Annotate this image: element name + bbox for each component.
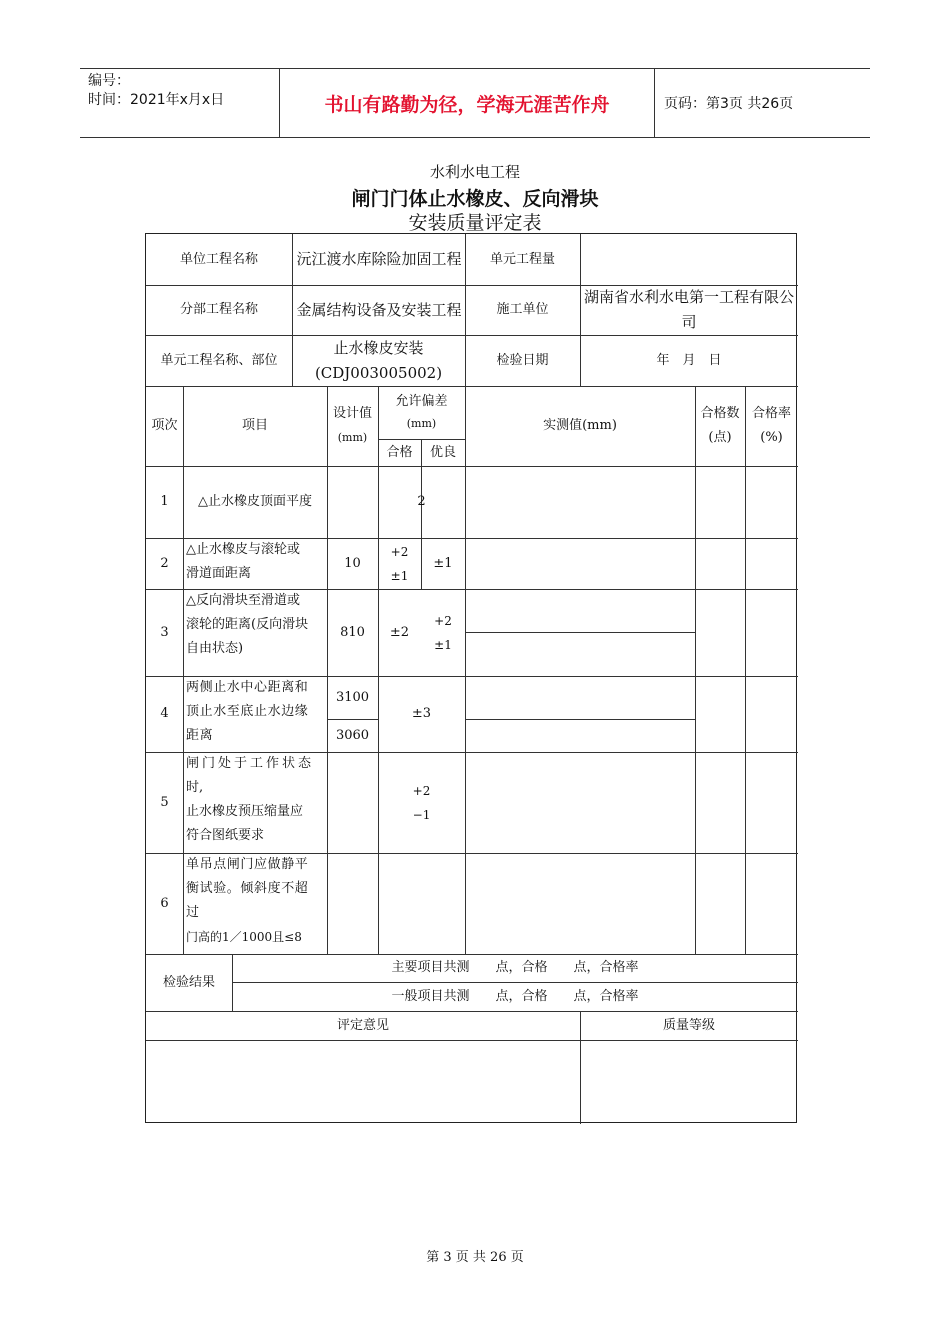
header-meta [80, 69, 280, 137]
col-no: 项次 [151, 418, 178, 433]
element-code: (CDJ003005002) [314, 363, 443, 382]
row-5-tol-upper: +2 [412, 783, 431, 798]
row-2-tol-pass [378, 538, 421, 589]
page-header [80, 68, 870, 138]
row-2-design: 10 [344, 555, 361, 571]
element-name: 止水橡皮安装 [333, 338, 424, 357]
row-6-no: 6 [160, 895, 169, 911]
sub-project-value: 金属结构设备及安装工程 [296, 300, 462, 319]
row-1-no: 1 [160, 494, 169, 509]
row-2-item [186, 538, 326, 589]
col-pass-rate-unit: (%) [760, 430, 783, 445]
col-pass-count [695, 386, 745, 466]
col-tolerance [378, 386, 465, 439]
row-1-item: △止水橡皮顶面平度 [198, 494, 312, 509]
row-4-design-1: 3100 [335, 689, 370, 705]
unit-project-label: 单位工程名称 [179, 251, 258, 267]
row-1-tolerance: 2 [417, 494, 426, 509]
col-item: 项目 [241, 418, 268, 433]
row-5-item-line: 时, [186, 780, 204, 795]
grade-field[interactable] [580, 1040, 798, 1124]
row-4-no: 4 [160, 706, 169, 721]
unit-project-value: 沅江渡水库除险加固工程 [296, 250, 462, 268]
row-6-item [186, 853, 326, 954]
col-design [327, 386, 378, 466]
row-5-tol-lower: −1 [412, 807, 431, 822]
row-4-design-2: 3060 [335, 727, 370, 743]
col-tolerance-pass: 合格 [386, 444, 413, 460]
row-4-item-line: 顶止水至底止水边缘 [186, 704, 309, 719]
doc-subtitle: 安装质量评定表 [408, 212, 542, 234]
col-tolerance-good: 优良 [429, 444, 456, 460]
row-2-tol-good: ±1 [433, 555, 453, 571]
row-4-item-line: 距离 [186, 728, 214, 743]
row-6-item-line: 衡试验。倾斜度不超 [186, 881, 309, 896]
row-5-tolerance [378, 752, 465, 853]
contractor-label: 施工单位 [496, 302, 549, 317]
row-3-item [186, 589, 326, 676]
row-3-tol-good-upper: +2 [434, 613, 452, 628]
header-page-label: 页码：第3页 共26页 [664, 96, 794, 112]
row-3-item-line: 自由状态) [186, 641, 244, 656]
quality-assessment-form [145, 233, 797, 1123]
row-3-item-line: 滚轮的距离(反向滑块 [186, 617, 309, 632]
row-2-tol-pass-upper: +2 [390, 544, 409, 559]
result-main-items: 主要项目共测 点，合格 点，合格率 [391, 960, 639, 975]
row-6-item-line: 单吊点闸门应做静平 [186, 857, 309, 872]
row-6-item-line: 过 [186, 905, 200, 920]
row-2-item-line: △止水橡皮与滚轮或 [186, 542, 300, 557]
row-3-tol-pass: ±2 [389, 624, 410, 640]
row-2-no: 2 [160, 555, 169, 571]
col-design-unit: (mm) [337, 431, 368, 444]
row-6-item-line: 门高的1／1000且≤8 [186, 930, 302, 944]
row-5-item-line: 符合图纸要求 [186, 828, 265, 843]
result-general-items: 一般项目共测 点，合格 点，合格率 [391, 988, 639, 1004]
header-motto: 书山有路勤为径，学海无涯苦作舟 [280, 69, 655, 137]
col-pass-count-unit: (点) [708, 430, 732, 445]
col-pass-count-label: 合格数 [700, 406, 740, 421]
result-label: 检验结果 [162, 974, 215, 990]
col-pass-rate [745, 386, 798, 466]
doc-number-label: 编号： [88, 73, 130, 89]
col-design-label: 设计值 [332, 406, 372, 421]
row-4-item-line: 两侧止水中心距离和 [186, 680, 309, 695]
check-date-value: 年 月 日 [656, 352, 722, 368]
row-3-item-line: △反向滑块至滑道或 [186, 593, 300, 608]
col-measured: 实测值(mm) [543, 418, 617, 433]
row-5-item-line: 闸门处于工作状态 [186, 756, 315, 771]
col-tolerance-unit: (mm) [406, 416, 437, 430]
doc-time-label: 时间：2021年x月x日 [88, 92, 225, 108]
row-2-item-line: 滑道面距离 [186, 566, 252, 581]
check-date-label: 检验日期 [496, 352, 549, 368]
unit-quantity-label: 单元工程量 [489, 251, 555, 267]
row-3-no: 3 [160, 624, 169, 640]
col-tolerance-label: 允许偏差 [395, 393, 448, 409]
element-value [292, 335, 465, 386]
col-pass-rate-label: 合格率 [751, 406, 791, 421]
row-5-item [186, 752, 326, 853]
contractor-value: 湖南省水利水电第一工程有限公司 [583, 288, 794, 331]
row-4-tolerance: ±3 [411, 706, 432, 721]
row-3-design: 810 [340, 624, 365, 640]
row-3-tol-good-lower: ±1 [434, 637, 452, 652]
element-label: 单元工程名称、部位 [160, 352, 278, 368]
page-footer: 第 3 页 共 26 页 [426, 1250, 524, 1265]
sub-project-label: 分部工程名称 [179, 302, 258, 317]
doc-title: 闸门门体止水橡皮、反向滑块 [351, 188, 599, 210]
opinion-field[interactable] [146, 1040, 580, 1124]
row-4-item [186, 676, 326, 752]
row-3-tol-good [421, 589, 465, 676]
row-2-tol-pass-lower: ±1 [390, 568, 409, 583]
doc-supertitle: 水利水电工程 [429, 163, 520, 181]
grade-label: 质量等级 [662, 1017, 715, 1033]
row-5-no: 5 [160, 794, 169, 810]
row-5-item-line: 止水橡皮预压缩量应 [186, 804, 304, 819]
opinion-label: 评定意见 [336, 1017, 389, 1033]
